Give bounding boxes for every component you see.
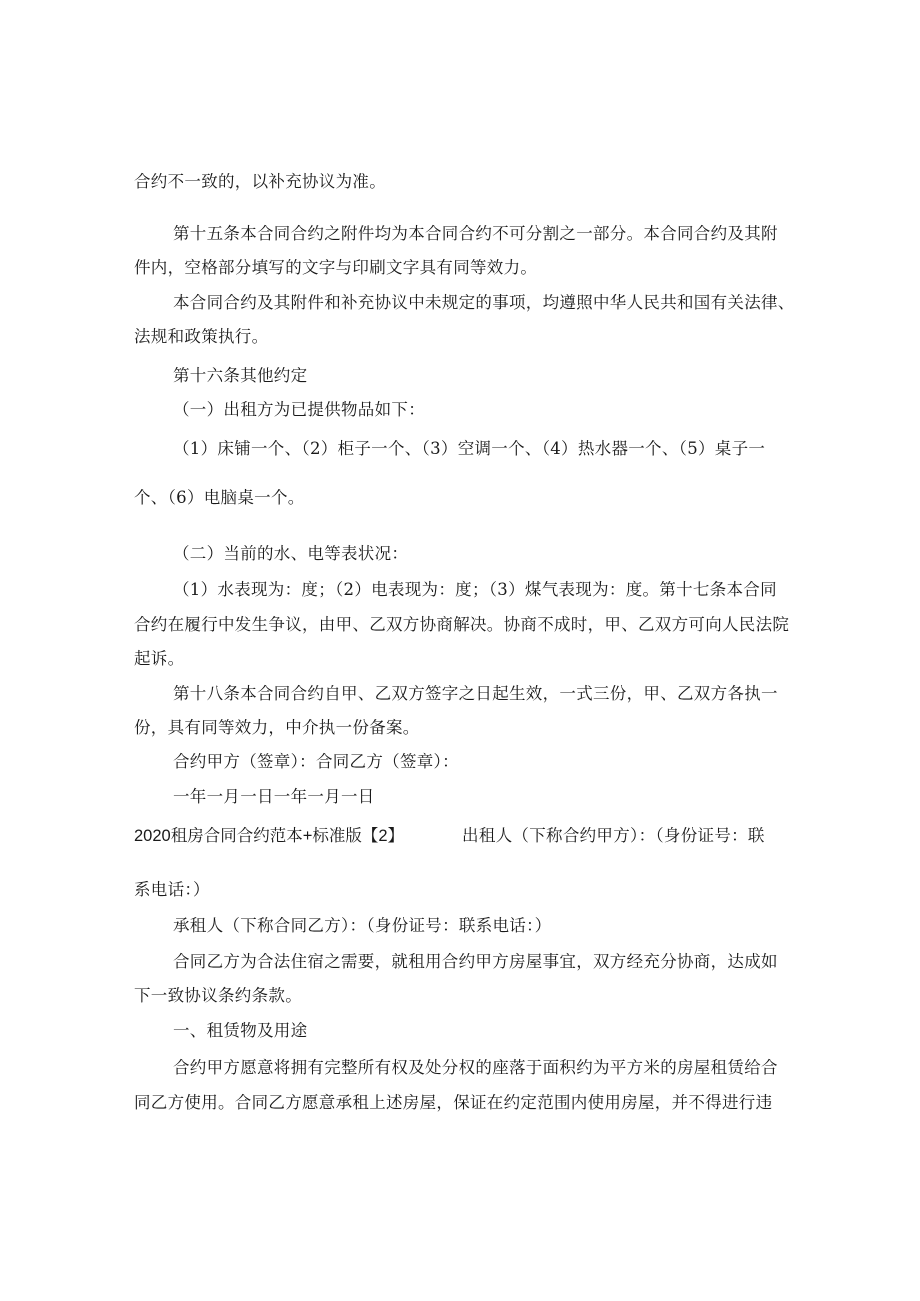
text-line: 份，具有同等效力，中介执一份备案。 bbox=[134, 718, 420, 737]
text-line: 第十八条本合同合约自甲、乙双方签字之日起生效，一式三份，甲、乙双方各执一 bbox=[173, 684, 778, 703]
text-line: 合约不一致的，以补充协议为准。 bbox=[134, 172, 386, 191]
text-line: 个、（6）电脑桌一个。 bbox=[134, 488, 305, 507]
date-line: 一年一月一日一年一月一日 bbox=[173, 787, 375, 806]
text-line: 同乙方使用。合同乙方愿意承租上述房屋，保证在约定范围内使用房屋，并不得进行违 bbox=[134, 1093, 773, 1112]
document-title-line bbox=[134, 826, 765, 846]
lessee-label: 承租人（下称合同乙方）：（身份证号：联系电话：） bbox=[173, 916, 552, 935]
text-line: 起诉。 bbox=[134, 649, 185, 668]
text-line: 合同乙方为合法住宿之需要，就租用合约甲方房屋事宜，双方经充分协商，达成如 bbox=[173, 952, 778, 971]
text-line: 第十五条本合同合约之附件均为本合同合约不可分割之一部分。本合同合约及其附 bbox=[173, 224, 778, 243]
section-heading: 一、租赁物及用途 bbox=[173, 1021, 308, 1040]
signature-line: 合约甲方（签章）：合同乙方（签章）： bbox=[173, 752, 459, 771]
section-heading: 第十六条其他约定 bbox=[173, 366, 308, 385]
text-line: （1）水表现为：度；（2）电表现为：度；（3）煤气表现为：度。第十七条本合同 bbox=[173, 580, 777, 599]
text-line: 系电话：） bbox=[134, 880, 210, 899]
lessor-label: 出租人（下称合约甲方）：（身份证号：联 bbox=[462, 826, 765, 845]
text-line: （一）出租方为已提供物品如下： bbox=[173, 400, 425, 419]
text-line: 件内，空格部分填写的文字与印刷文字具有同等效力。 bbox=[134, 258, 538, 277]
text-line: 合约在履行中发生争议，由甲、乙双方协商解决。协商不成时，甲、乙双方可向人民法院 bbox=[134, 615, 790, 634]
text-line: 法规和政策执行。 bbox=[134, 327, 269, 346]
text-line: 下一致协议条约条款。 bbox=[134, 986, 302, 1005]
text-line: （1）床铺一个、（2）柜子一个、（3）空调一个、（4）热水器一个、（5）桌子一 bbox=[173, 439, 766, 458]
text-line: （二）当前的水、电等表状况： bbox=[173, 544, 409, 563]
text-line: 合约甲方愿意将拥有完整所有权及处分权的座落于面积约为平方米的房屋租赁给合 bbox=[173, 1058, 778, 1077]
document-title: 2020租房合同合约范本+标准版【2】 bbox=[134, 827, 405, 845]
text-line: 本合同合约及其附件和补充协议中未规定的事项，均遵照中华人民共和国有关法律、 bbox=[173, 293, 795, 312]
